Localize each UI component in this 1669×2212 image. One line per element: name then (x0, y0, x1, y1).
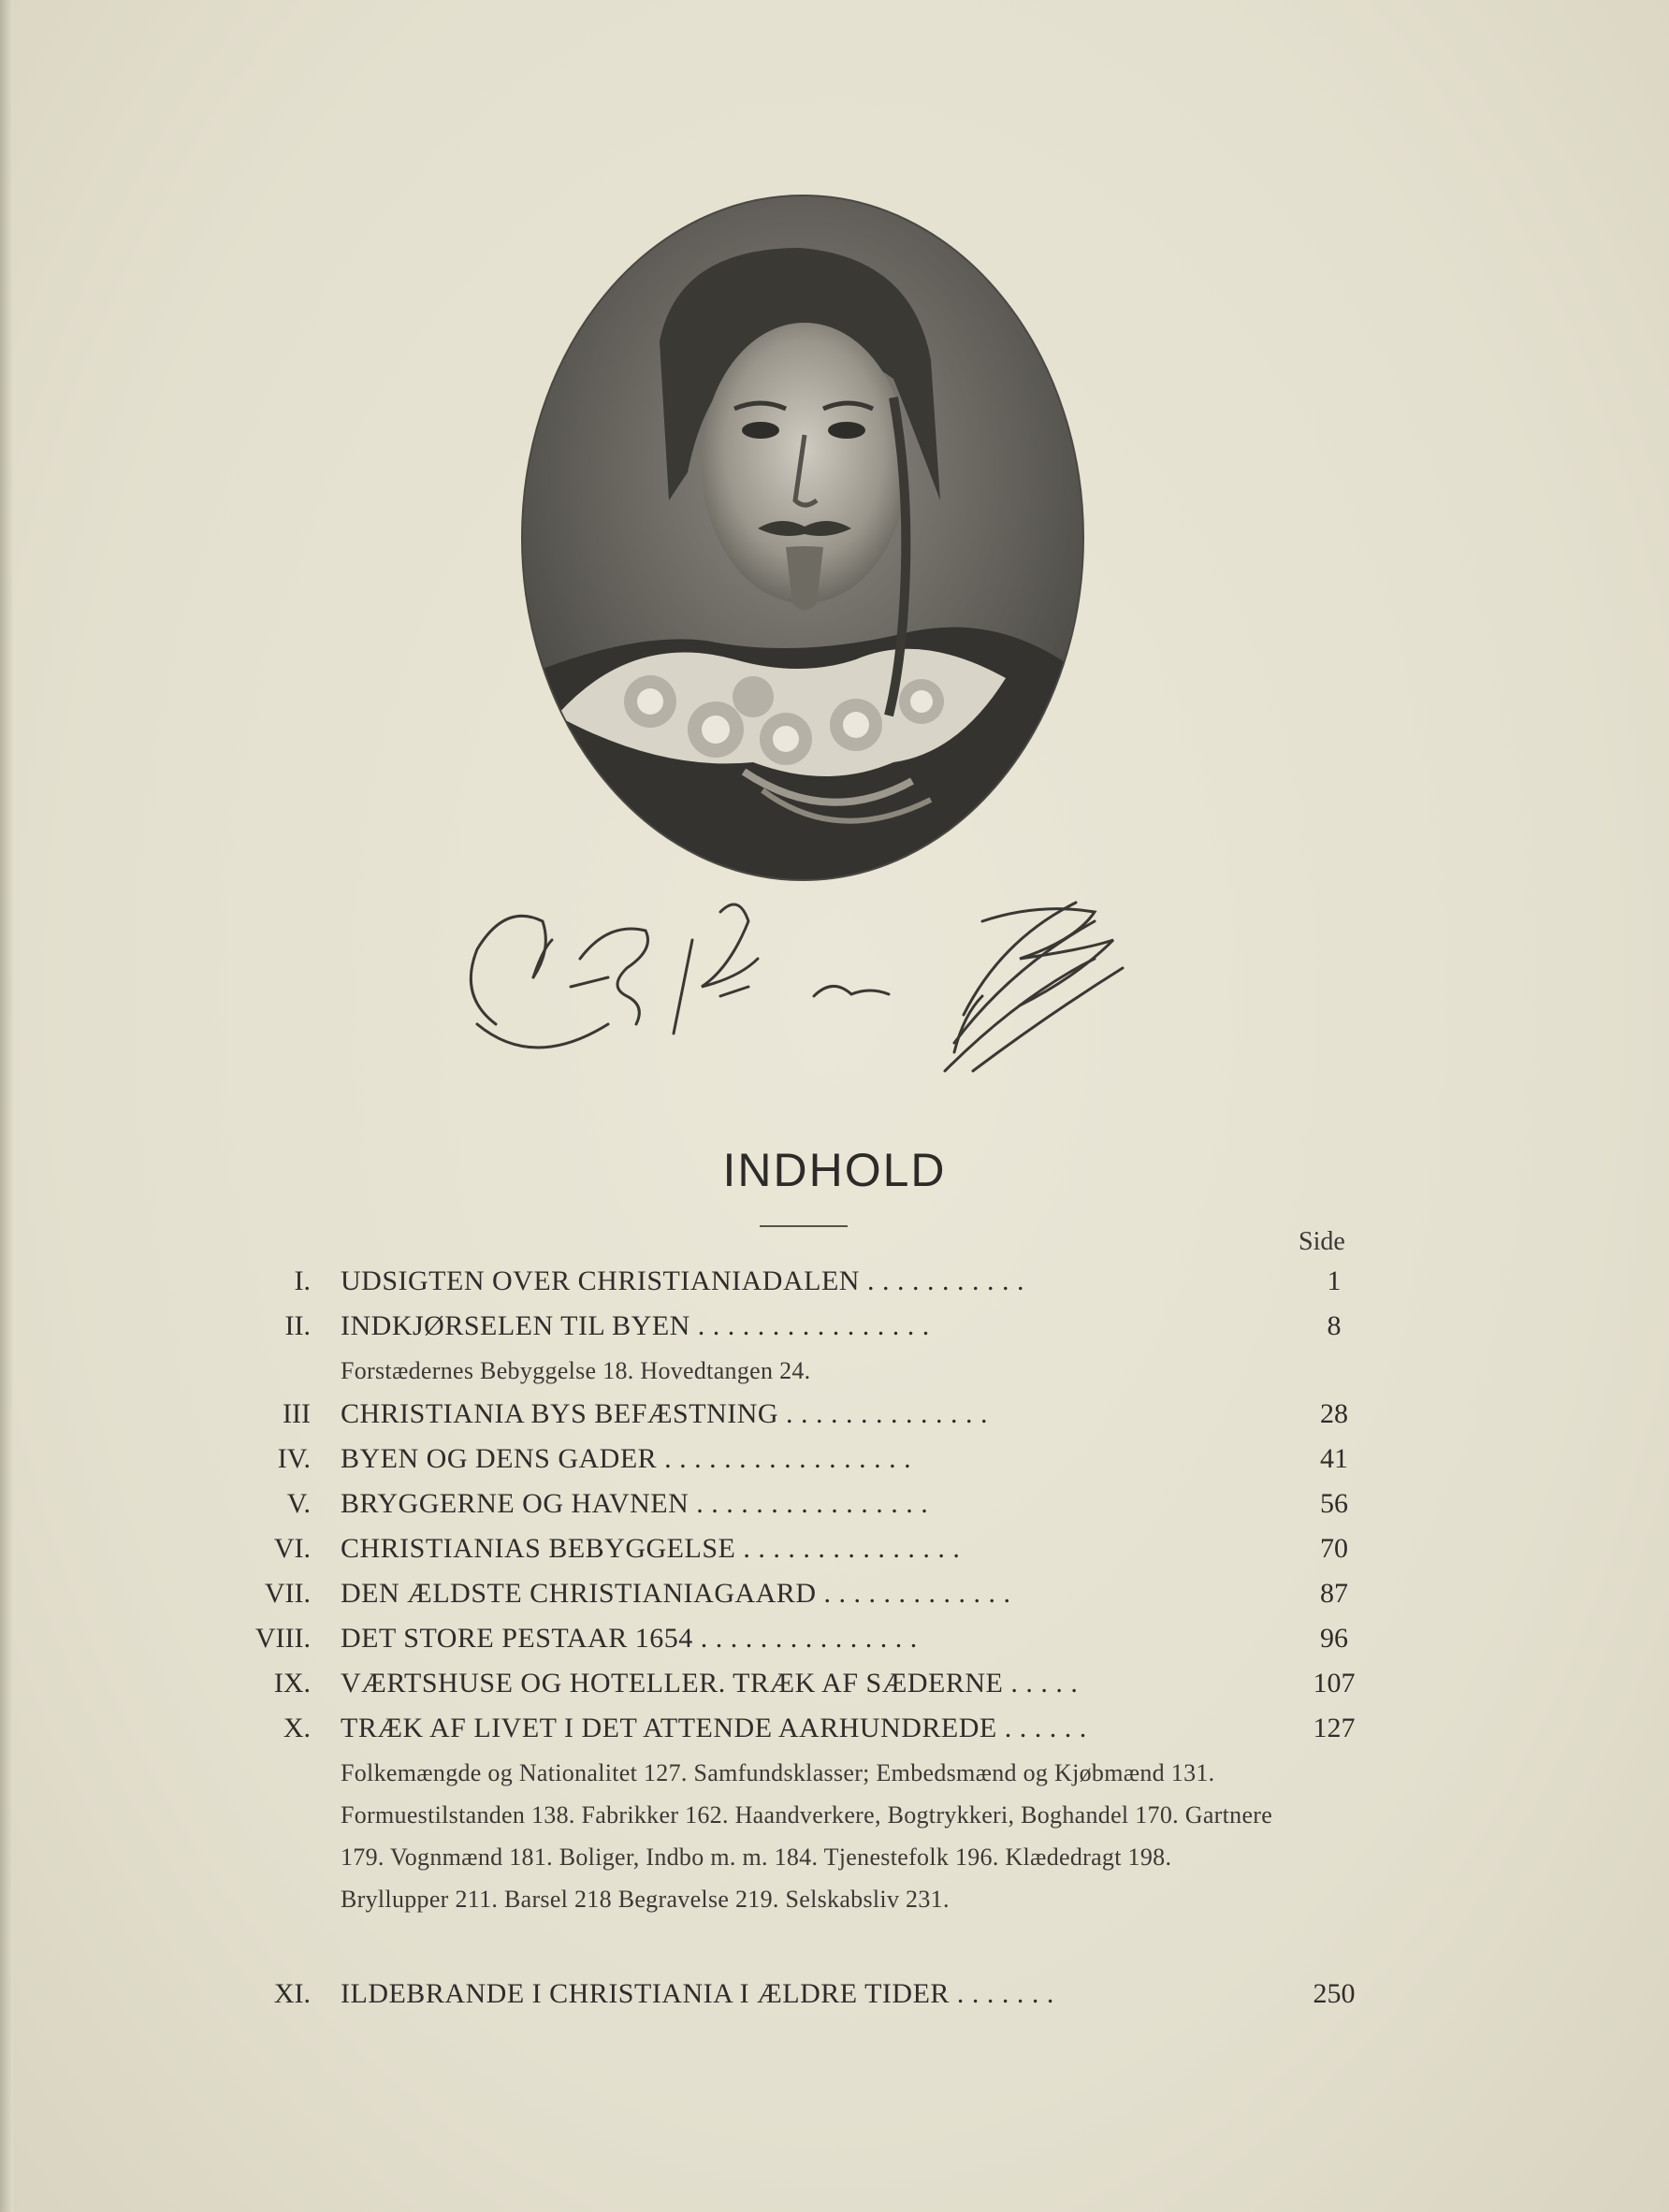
toc-entry (0, 1263, 1669, 1300)
toc-entry (0, 1975, 1669, 2013)
toc-chapter-number: XI. (273, 1978, 311, 2009)
toc-chapter-title: VÆRTSHUSE OG HOTELLER. TRÆK AF SÆDERNE . . . . . (341, 1668, 1079, 1699)
signature (440, 884, 1151, 1099)
side-column-label: Side (1299, 1227, 1345, 1256)
toc-page-number: 28 (1320, 1398, 1348, 1429)
toc-page-number: 41 (1320, 1443, 1348, 1474)
toc-chapter-title: CHRISTIANIA BYS BEFÆSTNING . . . . . . . . . . . . . . (341, 1398, 989, 1429)
toc-page-number: 1 (1327, 1265, 1342, 1296)
toc-entry (0, 1440, 1669, 1478)
toc-chapter-title: TRÆK AF LIVET I DET ATTENDE AARHUNDREDE . . . . . . (341, 1713, 1087, 1743)
toc-subtopics: Folkemængde og Nationalitet 127. Samfundsklasser; Embedsmænd og Kjøbmænd 131. Formuestilstanden 138. Fabrikker 162. Haandverkere, Bogtrykkeri, Boghandel 170. Gartnere 179. Vognmænd 181. Boliger, Indbo m. m. 184. Tjenestefolk 196. Klædedragt 198. Bryllupper 211. Barsel 218 Begravelse 219. Selskabsliv 231. (341, 1759, 1273, 1913)
toc-chapter-title: INDKJØRSELEN TIL BYEN . . . . . . . . . . . . . . . . (341, 1310, 930, 1341)
toc-chapter-number: VII. (264, 1578, 311, 1609)
contents-heading: INDHOLD (722, 1144, 947, 1196)
toc-subtopics: Forstædernes Bebyggelse 18. Hovedtangen 24. (341, 1357, 811, 1384)
toc-chapter-number: VIII. (254, 1623, 311, 1654)
toc-chapter-title: CHRISTIANIAS BEBYGGELSE . . . . . . . . . . . . . . . (341, 1533, 961, 1564)
toc-page-number: 87 (1320, 1578, 1348, 1609)
toc-page-number: 96 (1320, 1623, 1348, 1654)
toc-page-number: 70 (1320, 1533, 1348, 1564)
toc-page-number: 8 (1327, 1310, 1342, 1341)
heading-rule (760, 1225, 848, 1227)
toc-entry (0, 1665, 1669, 1702)
toc-page-number: 56 (1320, 1488, 1348, 1519)
toc-chapter-title: ILDEBRANDE I CHRISTIANIA I ÆLDRE TIDER . . . . . . . (341, 1978, 1054, 2009)
toc-entry (0, 1710, 1669, 1747)
toc-page-number: 107 (1313, 1668, 1356, 1699)
toc-page-number: 127 (1313, 1713, 1356, 1743)
toc-entry (0, 1575, 1669, 1612)
toc-chapter-number: V. (286, 1488, 311, 1519)
toc-chapter-number: I. (294, 1265, 311, 1296)
toc-chapter-number: VI. (273, 1533, 311, 1564)
toc-chapter-title: DEN ÆLDSTE CHRISTIANIAGAARD . . . . . . . . . . . . . (341, 1578, 1011, 1609)
page-left-edge (0, 0, 13, 2212)
toc-chapter-title: BYEN OG DENS GADER . . . . . . . . . . . . . . . . . (341, 1443, 912, 1474)
toc-entry (0, 1530, 1669, 1568)
toc-entry (0, 1620, 1669, 1657)
toc-entry (0, 1485, 1669, 1523)
toc-chapter-number: X. (283, 1713, 311, 1743)
portrait-engraving (519, 192, 1086, 884)
toc-chapter-number: II. (284, 1310, 311, 1341)
toc-chapter-number: III (283, 1398, 311, 1429)
toc-chapter-number: IV. (277, 1443, 311, 1474)
toc-page-number: 250 (1313, 1978, 1356, 2009)
toc-chapter-title: DET STORE PESTAAR 1654 . . . . . . . . . . . . . . . (341, 1623, 918, 1654)
toc-chapter-title: BRYGGERNE OG HAVNEN . . . . . . . . . . . . . . . . (341, 1488, 929, 1519)
toc-entry (0, 1395, 1669, 1433)
toc-entry (0, 1308, 1669, 1345)
toc-chapter-number: IX. (273, 1668, 311, 1699)
toc-chapter-title: UDSIGTEN OVER CHRISTIANIADALEN . . . . . . . . . . . (341, 1265, 1024, 1296)
